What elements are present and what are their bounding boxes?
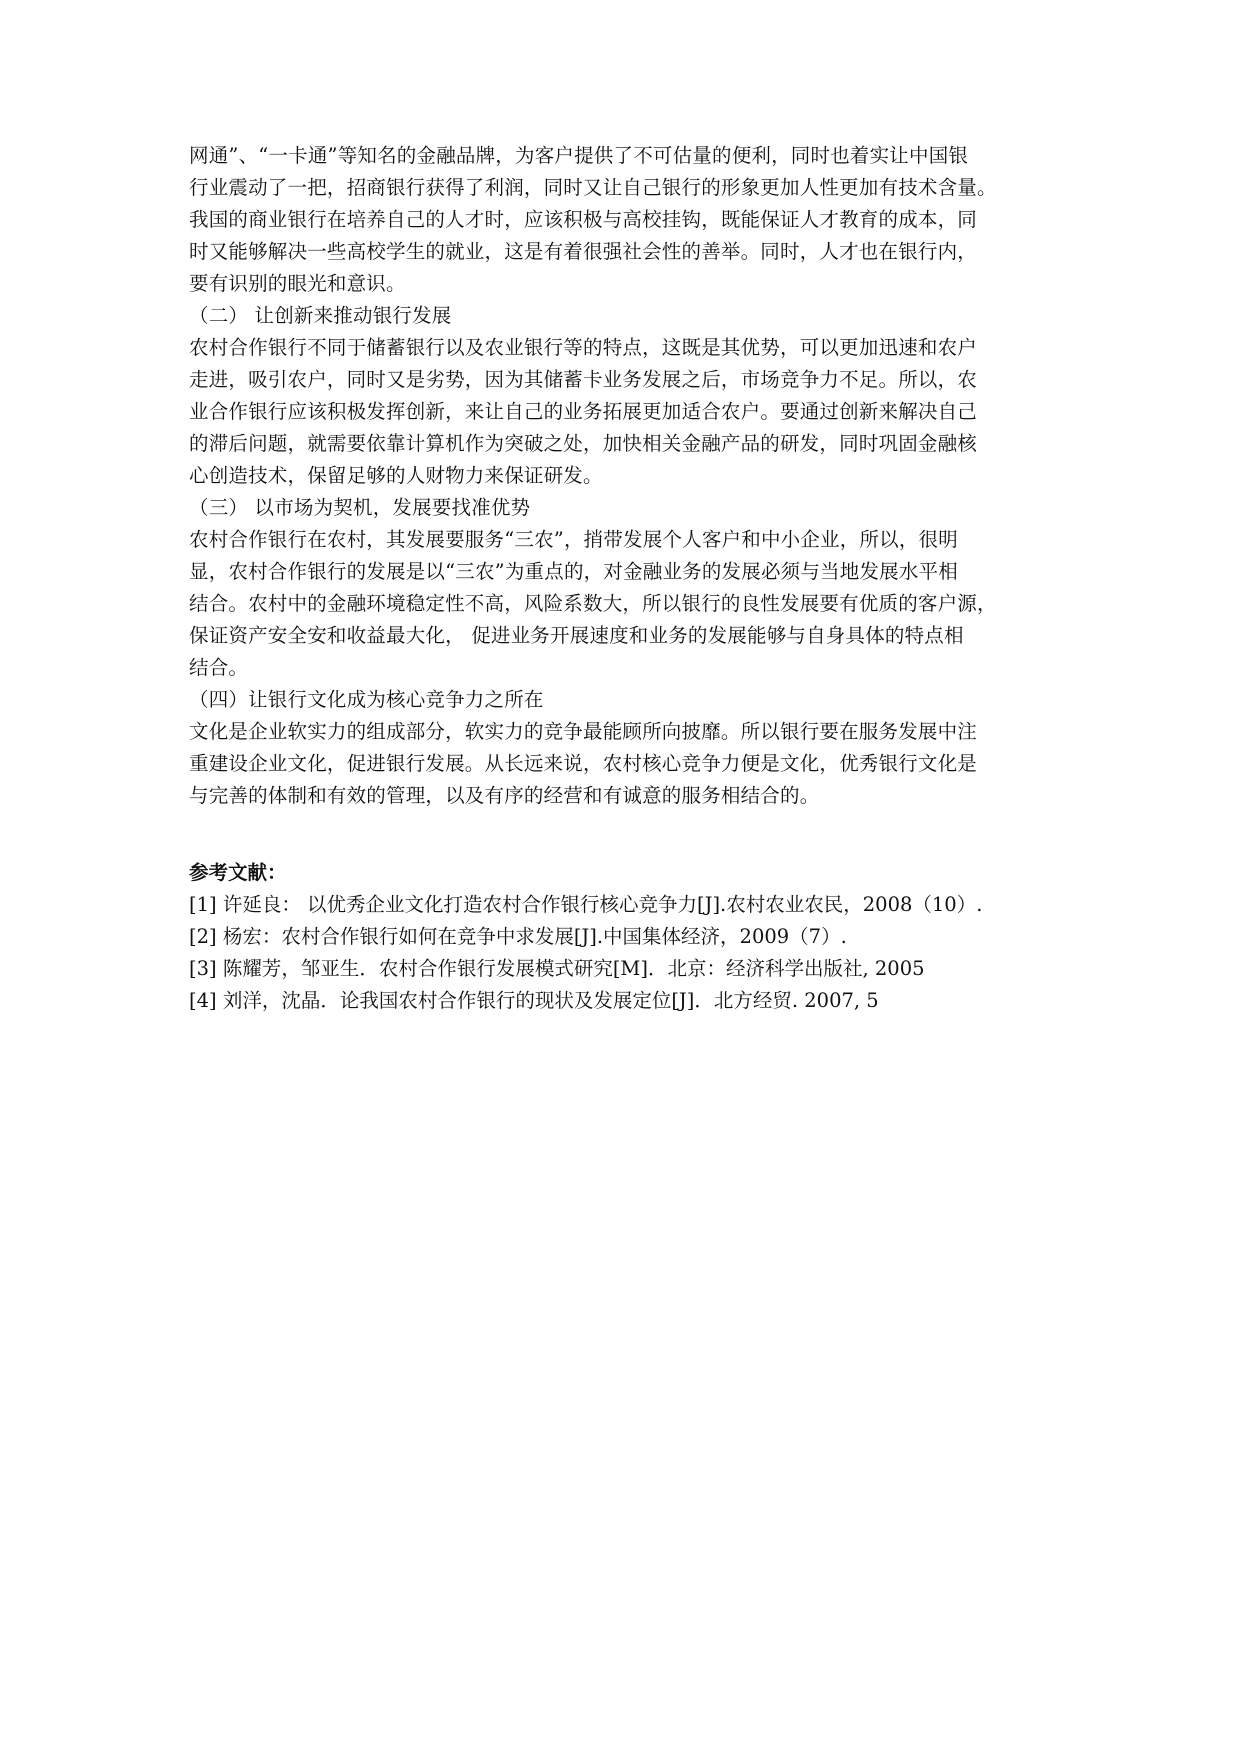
paragraph-line: 行业震动了一把，招商银行获得了利润，同时又让自己银行的形象更加人性更加有技术含量。 [189,176,997,199]
paragraph-line: 要有识别的眼光和意识。 [189,272,406,295]
section-heading: （二） 让创新来推动银行发展 [189,304,452,327]
section-heading: （三） 以市场为契机，发展要找准优势 [189,496,531,519]
paragraph-line: 走进，吸引农户，同时又是劣势，因为其储蓄卡业务发展之后，市场竞争力不足。所以，农 [189,368,978,391]
paragraph-line: 心创造技术，保留足够的人财物力来保证研发。 [189,464,603,487]
reference-item: [4] 刘洋，沈晶．论我国农村合作银行的现状及发展定位[J]．北方经贸. 2007, 5 [189,989,879,1012]
paragraph-line: 农村合作银行在农村，其发展要服务“三农”，捎带发展个人客户和中小企业，所以，很明 [189,528,958,551]
paragraph-line: 文化是企业软实力的组成部分，软实力的竞争最能顾所向披靡。所以银行要在服务发展中注 [189,720,978,743]
section-heading: （四）让银行文化成为核心竞争力之所在 [189,688,544,711]
paragraph-line: 农村合作银行不同于储蓄银行以及农业银行等的特点，这既是其优势，可以更加迅速和农户 [189,336,978,359]
reference-item: [3] 陈耀芳，邹亚生．农村合作银行发展模式研究[M]．北京：经济科学出版社, 2005 [189,957,925,980]
paragraph-line: 时又能够解决一些高校学生的就业，这是有着很强社会性的善举。同时，人才也在银行内， [189,240,978,263]
paragraph-line: 的滞后问题，就需要依靠计算机作为突破之处，加快相关金融产品的研发，同时巩固金融核 [189,432,978,455]
paragraph-line: 我国的商业银行在培养自己的人才时，应该积极与高校挂钩，既能保证人才教育的成本，同 [189,208,978,231]
paragraph-line: 结合。 [189,656,249,679]
reference-item: [1] 许延良： 以优秀企业文化打造农村合作银行核心竞争力[J].农村农业农民，2008（10）. [189,893,983,916]
references-title: 参考文献： [189,861,287,884]
references-section [189,857,1089,1017]
paragraph-line: 网通”、“一卡通”等知名的金融品牌，为客户提供了不可估量的便利，同时也着实让中国银 [189,144,969,167]
paragraph-line: 重建设企业文化，促进银行发展。从长远来说，农村核心竞争力便是文化，优秀银行文化是 [189,752,978,775]
body-text [189,140,1057,812]
paragraph-line: 显，农村合作银行的发展是以“三农”为重点的，对金融业务的发展必须与当地发展水平相 [189,560,958,583]
paragraph-line: 保证资产安全安和收益最大化， 促进业务开展速度和业务的发展能够与自身具体的特点相 [189,624,964,647]
paragraph-line: 结合。农村中的金融环境稳定性不高，风险系数大，所以银行的良性发展要有优质的客户源， [189,592,997,615]
reference-item: [2] 杨宏：农村合作银行如何在竞争中求发展[J].中国集体经济，2009（7）. [189,925,847,948]
paragraph-line: 业合作银行应该积极发挥创新，来让自己的业务拓展更加适合农户。要通过创新来解决自己 [189,400,978,423]
paragraph-line: 与完善的体制和有效的管理，以及有序的经营和有诚意的服务相结合的。 [189,784,820,807]
